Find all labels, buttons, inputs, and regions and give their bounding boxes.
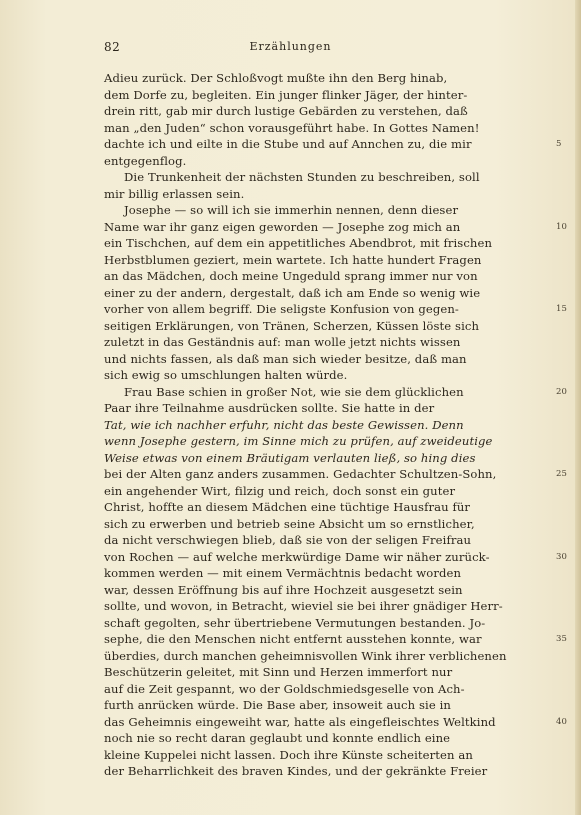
text-line [104,648,544,665]
body-text [104,70,568,780]
text-line-content: Weise etwas von einem Bräutigam verlauten ließ, so hing dies [104,450,476,465]
line-number: 35 [556,634,568,644]
text-line [104,417,544,434]
text-line [104,697,544,714]
text-line-content: Frau Base schien in großer Not, wie sie dem glücklichen [124,384,464,399]
text-line-content: entgegenflog. [104,153,187,168]
text-line [104,70,544,87]
text-line [104,664,544,681]
text-line [104,466,568,483]
text-line [104,136,562,153]
text-line [104,153,544,170]
text-line-content: dachte ich und eilte in die Stube und auf Annchen zu, die mir [104,137,472,151]
text-line-content: da nicht verschwiegen blieb, daß sie von der seligen Freifrau [104,533,472,547]
text-line [104,499,544,516]
text-line [104,450,544,467]
page-number: 82 [104,40,121,54]
line-number: 10 [556,221,568,232]
text-line-content: furth anrücken würde. Die Base aber, insoweit auch sie in [104,698,451,712]
text-line [104,598,544,615]
text-line [104,763,544,780]
text-line-content: zuletzt in das Geständnis auf: man wolle jetzt nichts wissen [104,335,461,349]
text-line-content: einer zu der andern, dergestalt, daß ich am Ende so wenig wie [104,285,481,300]
text-line [104,202,544,219]
text-line [104,186,544,203]
text-line [104,433,544,450]
text-line-content: das Geheimnis eingeweiht war, hatte als eingefleischtes Weltkind [104,714,496,729]
text-line-content: Name war ihr ganz eigen geworden — Josephe zog mich an [104,219,461,234]
text-line-content: der Beharrlichkeit des braven Kindes, und der gekränkte Freier [104,764,488,778]
text-line-content: Beschützerin geleitet, mit Sinn und Herzen immerfort nur [104,665,453,679]
text-line [104,400,544,417]
line-number: 15 [556,304,568,314]
page-edge [575,0,581,815]
text-line [104,219,568,236]
text-line-content: Adieu zurück. Der Schloßvogt mußte ihn den Berg hinab, [104,71,448,85]
text-line [104,120,544,137]
text-line-content: auf die Zeit gespannt, wo der Goldschmiedsgeselle von Ach- [104,681,465,696]
text-line-content: von Rochen — auf welche merkwürdige Dame wir näher zurück- [104,549,490,564]
running-head: Erzählungen [249,40,332,53]
text-line-content: sich zu erwerben und betrieb seine Absicht um so ernstlicher, [104,516,475,531]
text-line-content: Christ, hoffte an diesem Mädchen eine tüchtige Hausfrau für [104,500,471,514]
text-line [104,252,544,269]
text-line [104,103,544,120]
text-line [104,301,568,318]
text-line-content: Josephe — so will ich sie immerhin nennen, denn dieser [124,203,459,217]
text-line-content: kleine Kuppelei nicht lassen. Doch ihre Künste scheiterten an [104,747,473,762]
text-line [104,87,544,104]
text-line [104,351,544,368]
text-line [104,631,568,648]
line-number: 30 [556,551,568,562]
line-number: 25 [556,469,568,479]
text-line-content: wenn Josephe gestern, im Sinne mich zu prüfen, auf zweideutige [104,434,493,448]
text-line [104,483,544,500]
text-line [104,549,568,566]
text-line [104,516,544,533]
text-line-content: ein angehender Wirt, filzig und reich, doch sonst ein guter [104,483,456,498]
text-line-content: war, dessen Eröffnung bis auf ihre Hochzeit ausgesetzt sein [104,582,463,597]
text-line-content: überdies, durch manchen geheimnisvollen Wink ihrer verblichenen [104,648,507,663]
text-line-content: noch nie so recht daran geglaubt und konnte endlich eine [104,731,451,745]
text-line [104,334,544,351]
text-line-content: bei der Alten ganz anders zusammen. Gedachter Schultzen-Sohn, [104,467,497,481]
text-line [104,169,544,186]
line-number: 5 [556,139,562,149]
text-line [104,384,568,401]
text-line-content: Tat, wie ich nachher erfuhr, nicht das beste Gewissen. Denn [104,417,464,432]
text-line [104,285,544,302]
text-line-content: Paar ihre Teilnahme ausdrücken sollte. Sie hatte in der [104,401,435,415]
text-line-content: kommen werden — mit einem Vermächtnis bedacht worden [104,566,462,580]
text-line [104,730,544,747]
text-line [104,582,544,599]
text-line-content: vorher von allem begriff. Die seligste Konfusion von gegen- [104,302,459,316]
text-line-content: mir billig erlassen sein. [104,186,245,201]
text-line-content: und nichts fassen, als daß man sich wieder besitze, daß man [104,351,467,366]
text-line-content: seitigen Erklärungen, von Tränen, Scherzen, Küssen löste sich [104,318,480,333]
text-line [104,268,544,285]
text-line-content: drein ritt, gab mir durch lustige Gebärden zu verstehen, daß [104,104,468,118]
page-header [0,40,581,56]
text-line-content: sollte, und wovon, in Betracht, wieviel sie bei ihrer gnädiger Herr- [104,599,503,613]
text-line-content: Die Trunkenheit der nächsten Stunden zu beschreiben, soll [124,170,480,184]
text-line-content: an das Mädchen, doch meine Ungeduld sprang immer nur von [104,269,478,283]
text-line [104,235,544,252]
text-line [104,747,544,764]
text-line-content: schaft gegolten, sehr übertriebene Vermutungen bestanden. Jo- [104,615,486,630]
text-line [104,532,544,549]
text-line-content: sephe, die den Menschen nicht entfernt ausstehen konnte, war [104,632,482,646]
text-line-content: dem Dorfe zu, begleiten. Ein junger flinker Jäger, der hinter- [104,87,468,102]
text-line-content: man „den Juden“ schon vorausgeführt habe. In Gottes Namen! [104,120,480,135]
line-number: 40 [556,716,568,727]
line-number: 20 [556,386,568,397]
text-line [104,681,544,698]
text-line-content: Herbstblumen geziert, mein wartete. Ich hatte hundert Fragen [104,252,482,267]
text-line-content: ein Tischchen, auf dem ein appetitliches Abendbrot, mit frischen [104,236,493,250]
text-line [104,714,568,731]
text-line-content: sich ewig so umschlungen halten würde. [104,368,348,382]
text-line [104,318,544,335]
text-line [104,367,544,384]
text-line [104,565,544,582]
text-line [104,615,544,632]
